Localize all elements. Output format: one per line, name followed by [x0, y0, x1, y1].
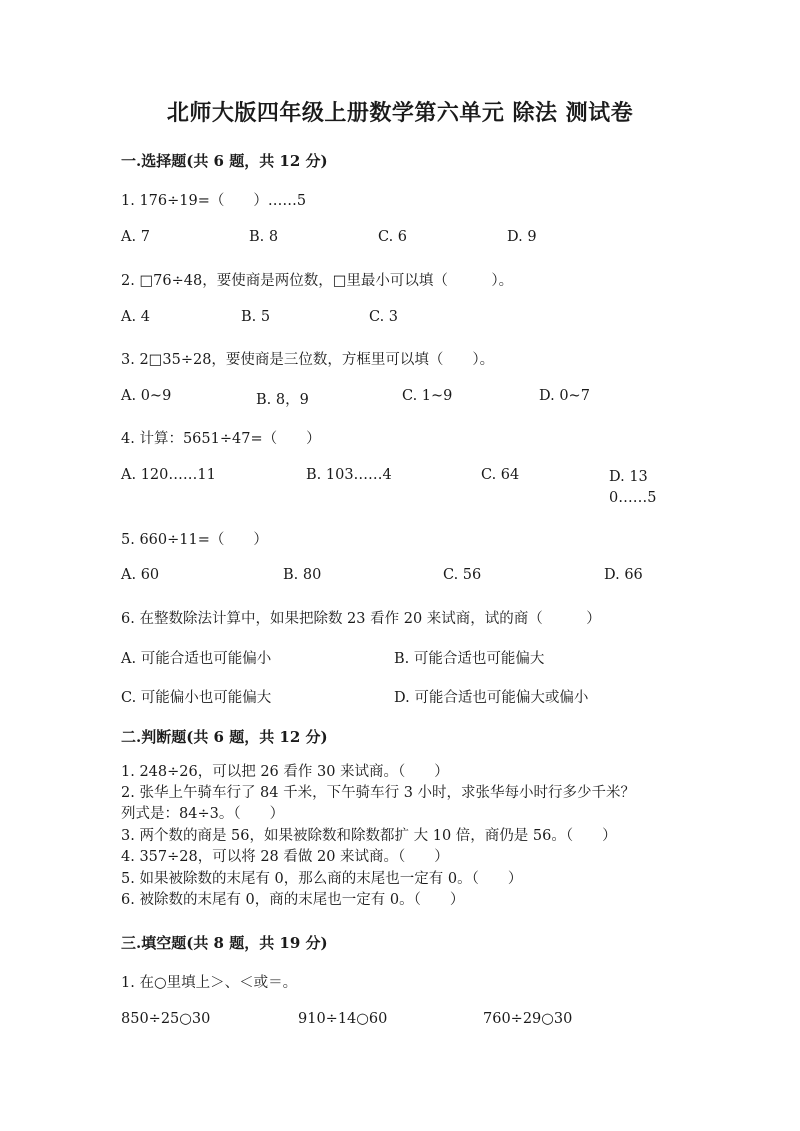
fill-question-1: 1. 在○里填上＞、＜或＝。 — [121, 975, 298, 991]
question-1: 1. 176÷19=（ ）……5 — [121, 193, 307, 209]
option-c: C. 64 — [481, 467, 520, 483]
option-c: C. 1~9 — [402, 388, 453, 404]
option-a: A. 可能合适也可能偏小 — [121, 651, 272, 667]
option-c: C. 6 — [378, 229, 408, 245]
judge-question-3: 3. 两个数的商是 56，如果被除数和除数都扩 大 10 倍，商仍是 56。（ ） — [121, 828, 617, 844]
option-d: D. 66 — [604, 567, 643, 583]
option-b: B. 80 — [283, 567, 322, 583]
section-heading-judge: 二.判断题(共 6 题，共 12 分) — [121, 728, 328, 746]
option-a: A. 60 — [121, 567, 160, 583]
fill-item: 910÷14○60 — [298, 1011, 388, 1027]
option-a: A. 0~9 — [121, 388, 172, 404]
option-c: C. 可能偏小也可能偏大 — [121, 690, 272, 706]
judge-question-6: 6. 被除数的末尾有 0，商的末尾也一定有 0。（ ） — [121, 892, 465, 908]
judge-question-2: 2. 张华上午骑车行了 84 千米，下午骑车行 3 小时，求张华每小时行多少千米？ — [121, 785, 636, 801]
question-6: 6. 在整数除法计算中，如果把除数 23 看作 20 来试商，试的商（ ） — [121, 611, 601, 627]
judge-question-2-cont: 列式是：84÷3。（ ） — [121, 806, 285, 822]
option-d: D. 可能合适也可能偏大或偏小 — [394, 690, 589, 706]
option-a: A. 4 — [121, 309, 150, 325]
option-a: A. 7 — [121, 229, 150, 245]
fill-item: 760÷29○30 — [483, 1011, 573, 1027]
option-d — [121, 467, 669, 509]
judge-question-5: 5. 如果被除数的末尾有 0，那么商的末尾也一定有 0。（ ） — [121, 871, 523, 887]
option-b: B. 可能合适也可能偏大 — [394, 651, 545, 667]
option-a: A. 120……11 — [121, 467, 216, 483]
judge-question-1: 1. 248÷26，可以把 26 看作 30 来试商。（ ） — [121, 764, 449, 780]
option-b: B. 8，9 — [256, 392, 309, 408]
fill-item: 850÷25○30 — [121, 1011, 211, 1027]
option-d: D. 0~7 — [539, 388, 590, 404]
question-3: 3. 2□35÷28，要使商是三位数，方框里可以填（ ）。 — [121, 352, 495, 368]
option-d-text: D. 130……5 — [609, 469, 657, 506]
page-title: 北师大版四年级上册数学第六单元 除法 测试卷 — [166, 100, 634, 126]
option-b: B. 8 — [249, 229, 279, 245]
option-b: B. 5 — [241, 309, 271, 325]
option-c: C. 56 — [443, 567, 482, 583]
judge-question-4: 4. 357÷28，可以将 28 看做 20 来试商。（ ） — [121, 849, 449, 865]
question-2: 2. □76÷48，要使商是两位数，□里最小可以填（ ）。 — [121, 273, 514, 289]
question-4: 4. 计算：5651÷47=（ ） — [121, 431, 321, 447]
option-c: C. 3 — [369, 309, 399, 325]
option-b: B. 103……4 — [306, 467, 392, 483]
section-heading-fill: 三.填空题(共 8 题，共 19 分) — [121, 934, 328, 952]
option-d: D. 9 — [507, 229, 537, 245]
question-5: 5. 660÷11=（ ） — [121, 532, 268, 548]
section-heading-choice: 一.选择题(共 6 题，共 12 分) — [121, 152, 328, 170]
